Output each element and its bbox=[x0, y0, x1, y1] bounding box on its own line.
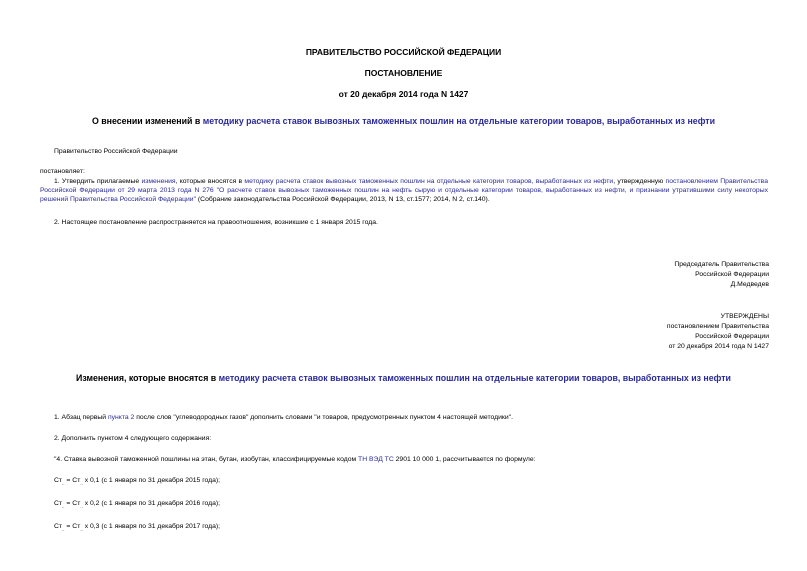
changes-title-link[interactable]: методику расчета ставок вывозных таможенных пошлин на отдельные категории товаров, выработанных из нефти bbox=[218, 373, 731, 383]
paragraph-1: 1. Утвердить прилагаемые изменения, которые вносятся в методику расчета ставок вывозных таможенных пошлин на отдельные категории товаров, выработанных из нефти, утвержденную постановлением Правительства Российской Федерации от 29 марта 2013 года N 276 "О расчете ставок вывозных таможенных пошлин на нефть сырую и отдельные категории товаров, выработанных из нефти, и признании утратившими силу некоторых решений Правительства Российской Федерации" (Собрание законодательства Российской Федерации, 2013, N 13, ст.1577; 2014, N 2, ст.140). bbox=[40, 178, 768, 203]
change-3: "4. Ставка вывозной таможенной пошлины на этан, бутан, изобутан, классифицируемые кодом ТН ВЭД ТС 2901 10 000 1, рассчитывается по формуле: bbox=[54, 456, 536, 463]
government-header: ПРАВИТЕЛЬСТВО РОССИЙСКОЙ ФЕДЕРАЦИИ bbox=[305, 47, 502, 57]
link-changes[interactable]: изменения bbox=[141, 178, 176, 185]
paragraph-2: 2. Настоящее постановление распространяется на правоотношения, возникшие с 1 января 2015 года. bbox=[54, 219, 378, 226]
change-1: 1. Абзац первый пункта 2 после слов "углеводородных газов" дополнить словами "и товаров, предусмотренных пунктом 4 настоящей методики". bbox=[54, 414, 513, 421]
government-name: Правительство Российской Федерации bbox=[54, 148, 178, 155]
link-methodology[interactable]: методику расчета ставок вывозных таможенных пошлин на отдельные категории товаров, выработанных из нефти bbox=[244, 178, 614, 185]
document-type: ПОСТАНОВЛЕНИЕ bbox=[364, 68, 443, 78]
formula-row-1: $Ст_{..} = Ст_{..}$ x 0,1 (с 1 января по 31 декабря 2015 года); bbox=[54, 477, 221, 486]
document-date: от 20 декабря 2014 года N 1427 bbox=[338, 89, 469, 99]
link-clause-2[interactable]: пункта 2 bbox=[107, 414, 135, 421]
title-link[interactable]: методику расчета ставок вывозных таможенных пошлин на отдельные категории товаров, выработанных из нефти bbox=[202, 116, 716, 126]
changes-title-prefix: Изменения, которые вносятся в bbox=[76, 373, 219, 383]
document-title bbox=[0, 116, 807, 126]
change-2: 2. Дополнить пунктом 4 следующего содержания: bbox=[54, 435, 212, 442]
link-resolution-276[interactable]: постановлением Правительства Российской Федерации от 29 марта 2013 года N 276 "О расчете ставок вывозных таможенных пошлин на нефть сырую и отдельные категории товаров, выработанных из нефти, и признании утратившими силу некоторых решений Правительства Российской Федерации" bbox=[40, 178, 768, 203]
title-prefix: О внесении изменений в bbox=[91, 116, 203, 126]
formula-row-3: $Ст_{..} = Ст_{..}$ x 0,3 (с 1 января по 31 декабря 2017 года); bbox=[54, 523, 221, 532]
decrees-word: постановляет: bbox=[40, 168, 85, 175]
formula-row-2: $Ст_{..} = Ст_{..}$ x 0,2 (с 1 января по 31 декабря 2016 года); bbox=[54, 500, 221, 509]
changes-title bbox=[0, 373, 807, 383]
approval-block: УТВЕРЖДЕНЫ постановлением Правительства Российской Федерации от 20 декабря 2014 года N 1427 bbox=[666, 313, 769, 350]
link-tnved[interactable]: ТН ВЭД ТС bbox=[358, 456, 394, 463]
signature-block: Председатель Правительства Российской Федерации Д.Медведев bbox=[674, 261, 769, 288]
